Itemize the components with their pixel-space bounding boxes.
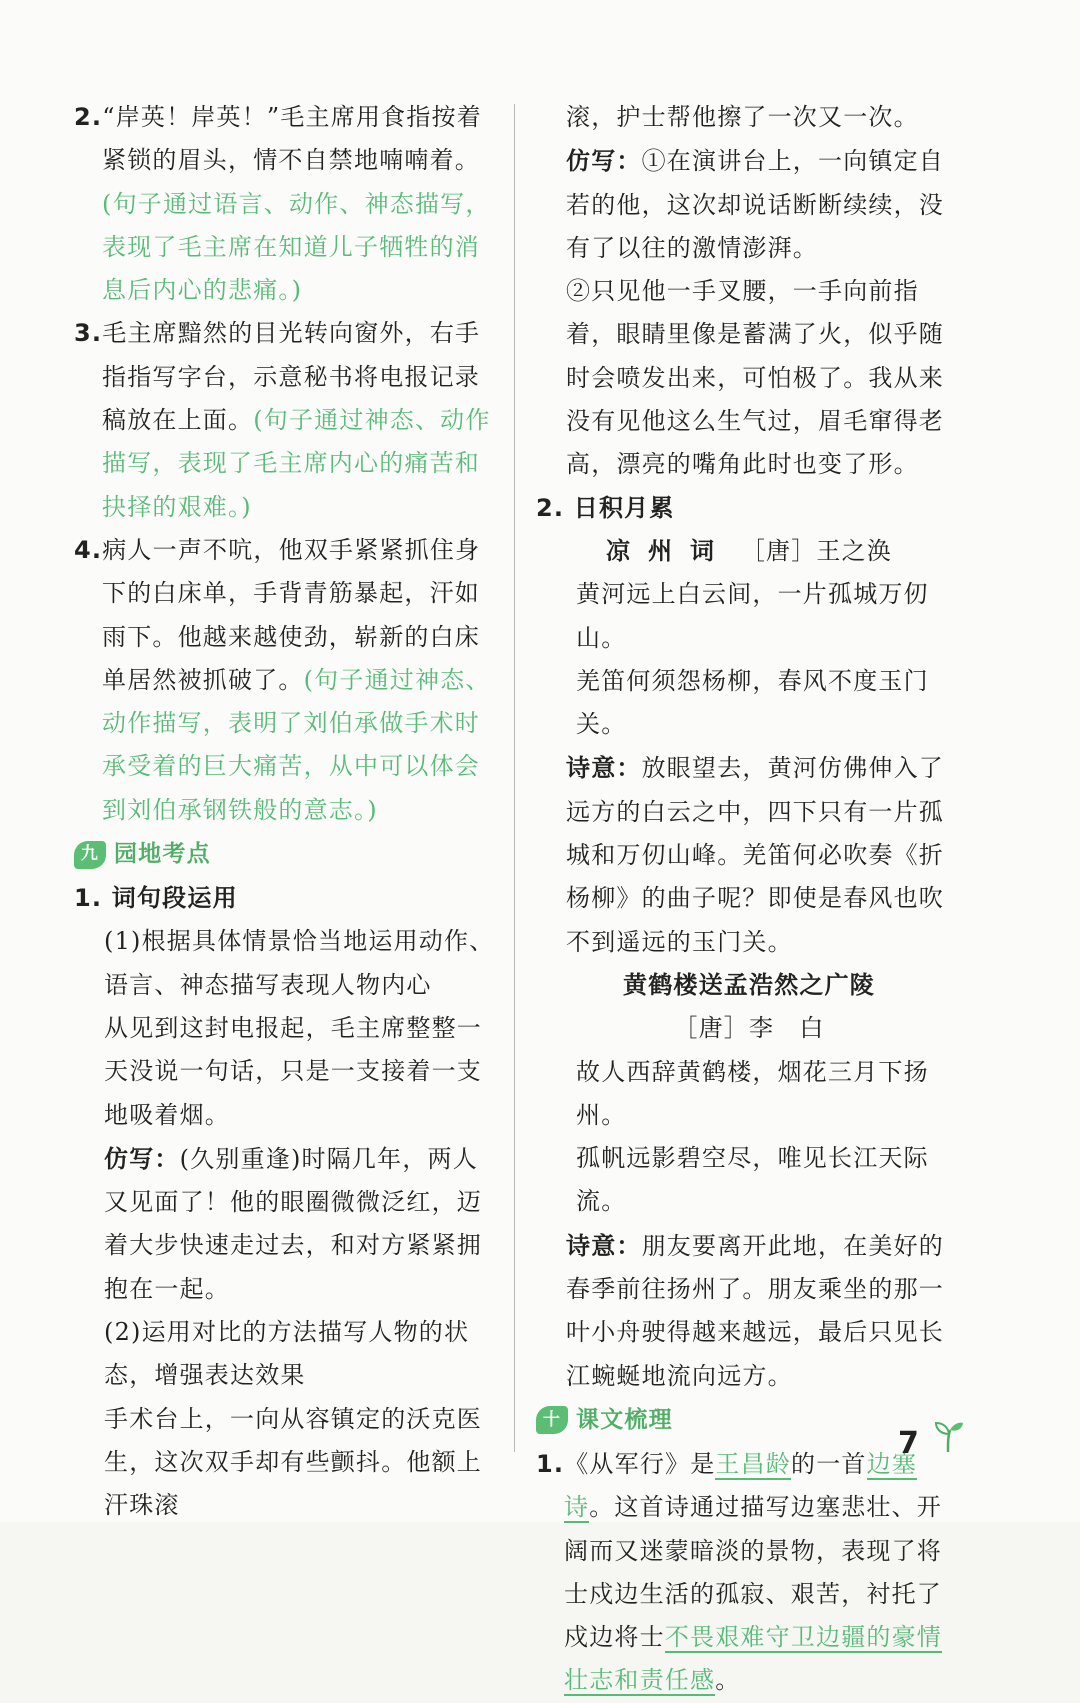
column-divider [514, 104, 515, 1452]
answer-blank: 王昌龄 [715, 1449, 792, 1478]
poem-1-meaning [536, 746, 962, 963]
page-number: 7 [898, 1426, 919, 1461]
item-text: 病人一声不吭，他双手紧紧抓住身下的白床单，手背青筋暴起，汗如雨下。他越来越使劲，崭新的白床单居然被抓破了。 [102, 535, 481, 694]
right-column [536, 96, 962, 1703]
poem-1-heading [536, 530, 962, 573]
item-4 [74, 529, 500, 832]
answer-blank: 边塞诗 [564, 1449, 918, 1522]
section-title: 课文梳理 [576, 1406, 673, 1433]
imitation-text: ①在演讲台上，一向镇定自若的他，这次却说话断断续续，没有了以往的激情澎湃。 [566, 147, 945, 262]
part-1-imitation [74, 1137, 500, 1311]
section-title: 园地考点 [114, 840, 211, 867]
part-2-heading: (2)运用对比的方法描写人物的状态，增强表达效果 [104, 1318, 470, 1390]
poem-line: 黄河远上白云间，一片孤城万仞山。 [576, 580, 929, 652]
poem-line: 故人西辞黄鹤楼，烟花三月下扬州。 [576, 1057, 929, 1129]
meaning-text: 放眼望去，黄河仿佛伸入了远方的白云之中，四下只有一片孤城和万仞山峰。羌笛何必吹奏《折杨柳》的曲子呢？即使是春风也吹不到遥远的玉门关。 [566, 754, 945, 956]
imitation-label: 仿写： [104, 1143, 180, 1173]
poem-title: 黄鹤楼送孟浩然之广陵 [623, 970, 875, 999]
part-1-heading: (1)根据具体情景恰当地运用动作、语言、神态描写表现人物内心 [104, 927, 495, 999]
imitation-2: ②只见他一手叉腰，一手向前指着，眼睛里像是蓄满了火，似乎随时会喷发出来，可怕极了。我从来没有见他这么生气过，眉毛窜得老高，漂亮的嘴角此时也变了形。 [566, 277, 944, 479]
analysis-note: (句子通过神态、动作描写，表现了毛主席内心的痛苦和抉择的艰难。) [102, 406, 491, 521]
item-text: 毛主席黯然的目光转向窗外，右手指指写字台，示意秘书将电报记录稿放在上面。 [102, 319, 481, 435]
poem-title: 凉州词 [605, 536, 732, 565]
subsection-2 [536, 487, 962, 530]
item-text: 的一首 [791, 1449, 867, 1478]
sprout-icon [930, 1420, 966, 1454]
item-number: 1. [536, 1449, 565, 1478]
subsection-number: 1. [74, 884, 103, 913]
subsection-title: 日积月累 [573, 493, 675, 522]
analysis-note: (句子通过语言、动作、神态描写，表现了毛主席在知道儿子牺牲的消息后内心的悲痛。) [102, 189, 491, 305]
subsection-title: 词句段运用 [111, 884, 238, 913]
section-header-9 [74, 832, 500, 877]
continued-text: 滚，护士帮他擦了一次又一次。 [566, 103, 919, 131]
item-2 [74, 96, 500, 312]
part-1-text: 从见到这封电报起，毛主席整整一天没说一句话，只是一支接着一支地吸着烟。 [104, 1013, 482, 1129]
poem-line: 羌笛何须怨杨柳，春风不度玉门关。 [576, 666, 929, 739]
item-number: 2. [74, 103, 103, 131]
item-number: 4. [74, 535, 103, 564]
subsection-number: 2. [536, 493, 565, 522]
poem-2-meaning [536, 1224, 962, 1398]
left-column [74, 96, 500, 1528]
poem-2-author: ［唐］李 白 [673, 1014, 825, 1043]
meaning-label: 诗意： [566, 1230, 642, 1260]
poem-author: ［唐］王之涣 [740, 536, 893, 565]
item-number: 3. [74, 319, 103, 348]
imitation-1 [536, 139, 962, 270]
imitation-label: 仿写： [566, 146, 642, 176]
item-text: 。这首诗通过描写边塞悲壮、开阔而又迷蒙暗淡的景物，表现了将士戍边生活的孤寂、艰苦，衬托了戍边将士 [564, 1493, 943, 1652]
section-badge: 九 [74, 841, 106, 869]
meaning-label: 诗意： [566, 753, 642, 783]
item-text: “岸英！岸英！”毛主席用食指按着紧锁的眉头，情不自禁地喃喃着。 [102, 103, 482, 175]
item-3 [74, 312, 500, 528]
meaning-text: 朋友要离开此地，在美好的春季前往扬州了。朋友乘坐的那一叶小舟驶得越来越远，最后只见长江蜿蜒地流向远方。 [566, 1231, 945, 1390]
section-badge: 十 [536, 1406, 568, 1434]
item-text: 。 [715, 1666, 741, 1695]
item-text: 《从军行》是 [564, 1449, 716, 1478]
poem-line: 孤帆远影碧空尽，唯见长江天际流。 [576, 1144, 929, 1216]
item-1 [536, 1443, 962, 1703]
analysis-note: (句子通过神态、动作描写，表明了刘伯承做手术时承受着的巨大痛苦，从中可以体会到刘伯承钢铁般的意志。) [102, 665, 491, 824]
answer-blank: 不畏艰难守卫边疆的豪情壮志和责任感 [564, 1623, 943, 1695]
subsection-1 [74, 877, 500, 920]
imitation-text: (久别重逢)时隔几年，两人又见面了！他的眼圈微微泛红，迈着大步快速走过去，和对方紧紧拥抱在一起。 [104, 1144, 482, 1303]
part-2-text: 手术台上，一向从容镇定的沃克医生，这次双手却有些颤抖。他额上汗珠滚 [104, 1404, 482, 1520]
poem-2-title [536, 964, 962, 1007]
